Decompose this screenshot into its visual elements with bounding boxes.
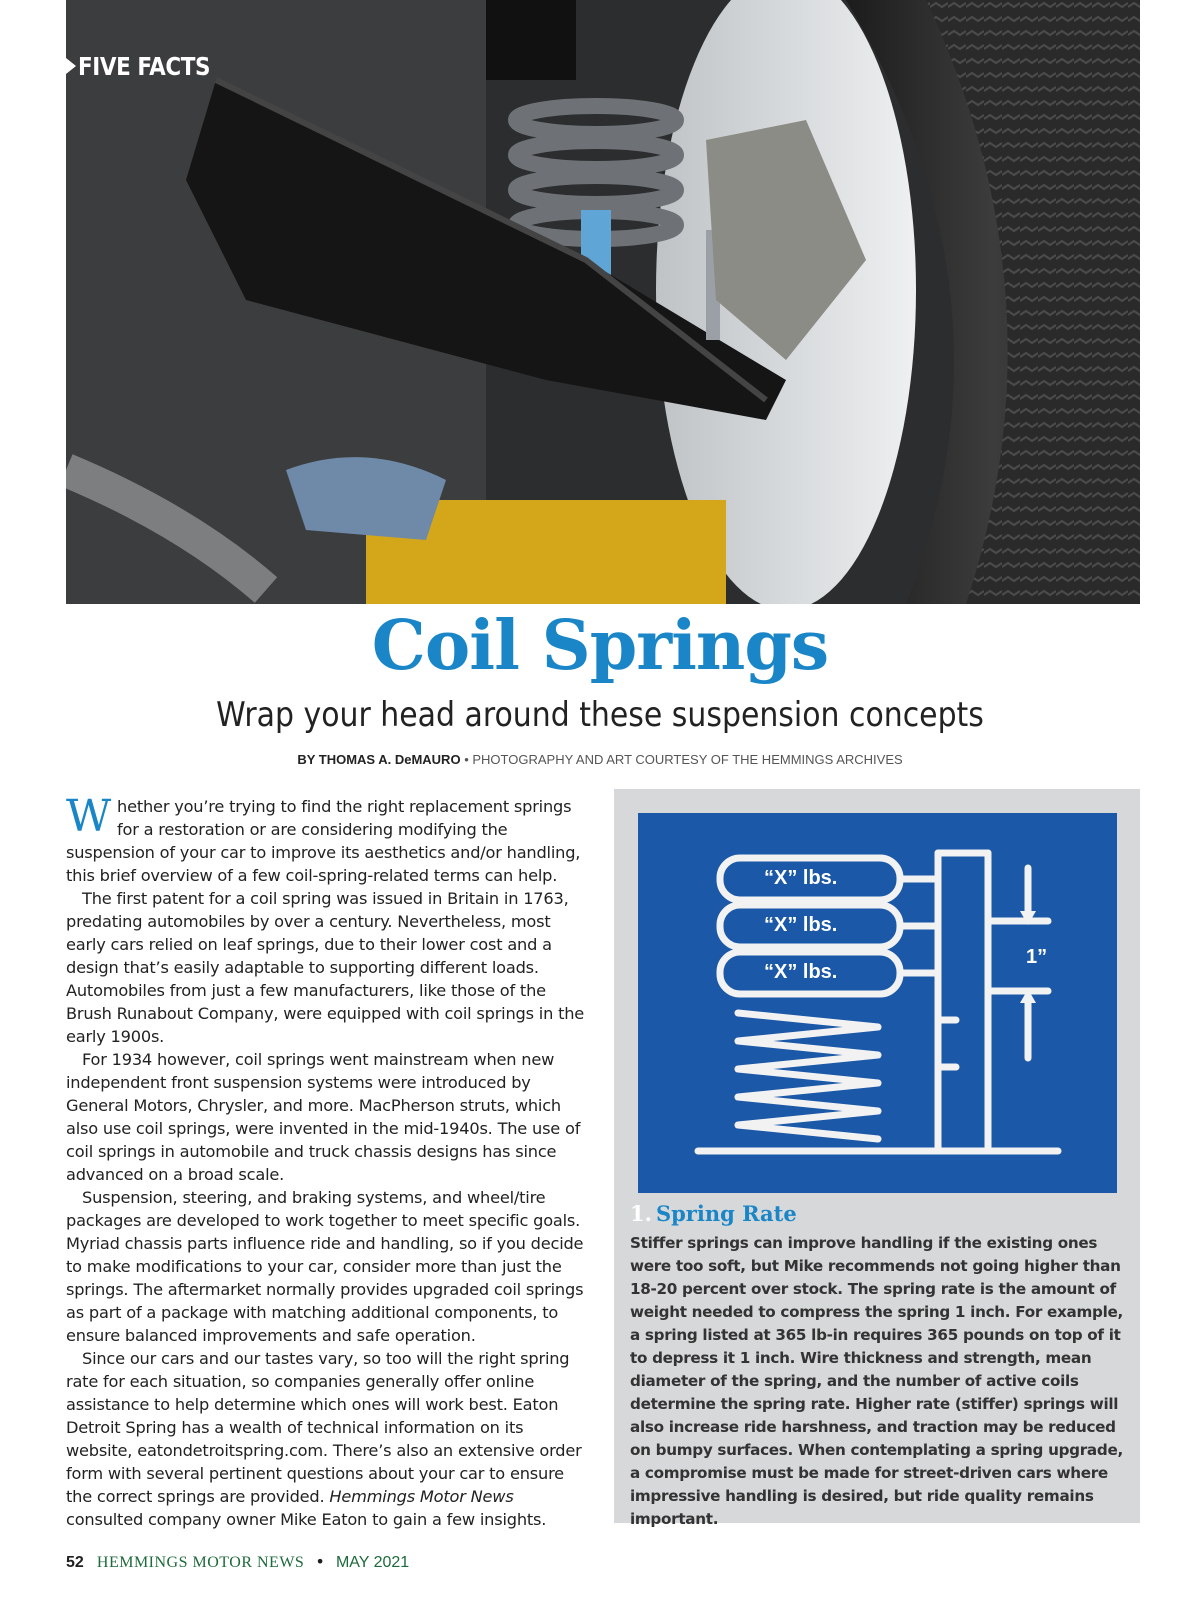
article-body <box>66 791 591 1531</box>
hero-photo <box>66 0 1140 604</box>
weight-label: “X” lbs. <box>764 914 838 936</box>
sidebar-heading <box>630 1201 797 1226</box>
weight-label: “X” lbs. <box>764 961 838 983</box>
page-footer <box>66 1552 409 1572</box>
publication-name: HEMMINGS MOTOR NEWS <box>96 1554 305 1571</box>
author-credit: BY THOMAS A. DeMAURO <box>297 752 461 767</box>
byline-separator: • <box>464 752 473 767</box>
spring-diagram-drawing <box>638 813 1117 1193</box>
body-paragraph-1: Whether you’re trying to find the right replacement springs for a restoration or are considering modifying the suspension of your car to improve its aesthetics and/or handling, this brief overview of a few coil-spring-related terms can help. <box>66 791 581 885</box>
issue-date: MAY 2021 <box>335 1554 410 1571</box>
spring-rate-diagram <box>638 813 1117 1193</box>
body-paragraph-3: For 1934 however, coil springs went mainstream when new independent front suspension systems were introduced by General Motors, Chrysler, and more. MacPherson struts, which also use coil springs, were invented in the mid-1940s. The use of coil springs in automobile and truck chassis designs has since advanced on a broad scale. <box>66 1050 581 1184</box>
article-title: Coil Springs <box>371 606 829 686</box>
footer-separator: • <box>315 1552 325 1571</box>
suspension-photo-illustration <box>66 0 1140 604</box>
drop-cap: W <box>66 791 112 842</box>
body-paragraph-4: Suspension, steering, and braking systems, and wheel/tire packages are developed to work together to meet specific goals. Myriad chassis parts influence ride and handling, so if you decide to make modifications to your car, consider more than just the springs. The aftermarket normally provides upgraded coil springs as part of a package with matching additional components, to ensure balanced improvements and safe operation. <box>66 1188 584 1345</box>
measure-label: 1” <box>1026 946 1048 968</box>
byline <box>0 752 1200 767</box>
body-paragraph-2: The first patent for a coil spring was issued in Britain in 1763, predating automobiles by over a century. Nevertheless, most early cars relied on leaf springs, due to their lower cost and a design that’s easily adaptable to supporting different loads. Automobiles from just a few manufacturers, like those of the Brush Runabout Company, were equipped with coil springs in the early 1900s. <box>66 889 585 1046</box>
fact-number: 1. <box>630 1201 652 1226</box>
section-kicker: FIVE FACTS <box>78 51 211 81</box>
body-paragraph-5: Since our cars and our tastes vary, so too will the right spring rate for each situation, so companies generally offer online assistance to help determine which ones will work best. Eaton Detroit Spring has a wealth of technical information on its website, eatondetroitspring.com. There’s also an extensive order form with several pertinent questions about your car to ensure the correct springs are provided. Hemmings Motor News consulted company owner Mike Eaton to gain a few insights. <box>66 1349 582 1529</box>
publication-mention: Hemmings Motor News <box>329 1487 514 1506</box>
fact-title: Spring Rate <box>655 1201 797 1226</box>
article-subtitle: Wrap your head around these suspension concepts <box>216 695 984 735</box>
sidebar-text: Stiffer springs can improve handling if the existing ones were too soft, but Mike recommends not going higher than 18-20 percent over stock. The spring rate is the amount of weight needed to compress the spring 1 inch. For example, a spring listed at 365 lb-in requires 365 pounds on top of it to depress it 1 inch. Wire thickness and strength, mean diameter of the spring, and the number of active coils determine the spring rate. Higher rate (stiffer) springs will also increase ride harshness, and traction may be reduced on bumpy surfaces. When contemplating a spring upgrade, a compromise must be made for street-driven cars where impressive handling is desired, but ride quality remains important. <box>630 1234 1123 1528</box>
page-number: 52 <box>66 1554 84 1571</box>
photo-credit: PHOTOGRAPHY AND ART COURTESY OF THE HEMMINGS ARCHIVES <box>472 752 903 767</box>
sidebar-box <box>614 789 1140 1528</box>
weight-label: “X” lbs. <box>764 867 838 889</box>
